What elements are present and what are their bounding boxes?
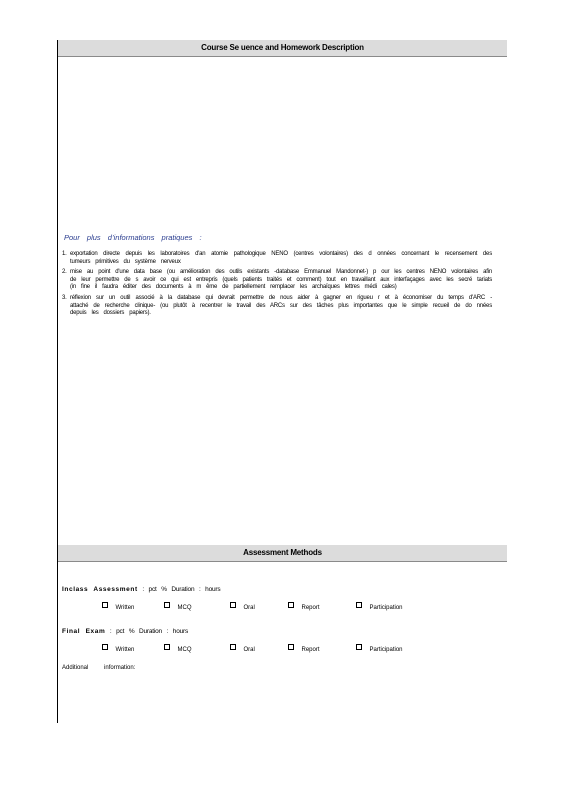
option-label: Report (301, 647, 320, 653)
list-item-text: mise au point d'une data base (ou amélioration des outils existants -database Emmanuel Mandonnet-) p our les centres NENO volontaires afin de leur permettre de s avoir ce qui est entrepris (quels patients traités et comment) tout en travaillant aux interfaçages avec les secré tariats (in fine il faudra éditer des documents à m ême de partiellement remplacer les archaïques lettres médi cales) (70, 269, 493, 291)
option-label: MCQ (177, 647, 192, 653)
list-item-number: 3. (62, 294, 67, 301)
final-oral-option[interactable] (230, 644, 255, 653)
final-exam-details: : pct % Duration : hours (105, 628, 189, 635)
final-participation-option[interactable] (356, 644, 403, 653)
inclass-participation-option[interactable] (356, 602, 403, 611)
list-item (62, 269, 492, 292)
inclass-written-option[interactable] (102, 602, 134, 611)
additional-information-label: Additional information: (62, 665, 136, 671)
header-underline (58, 561, 507, 562)
option-label: Written (115, 605, 135, 611)
pratiques-heading: Pour plus d’informations pratiques : (64, 233, 202, 242)
assessment-methods-title: Assessment Methods (243, 548, 322, 557)
final-report-option[interactable] (288, 644, 320, 653)
header-underline (58, 56, 507, 57)
final-exam-label: Final Exam (62, 628, 106, 635)
checkbox-icon[interactable] (102, 644, 108, 650)
final-checkbox-row (102, 644, 432, 654)
option-label: Written (115, 647, 135, 653)
course-sequence-title: Course Se uence and Homework Description (201, 43, 364, 52)
checkbox-icon[interactable] (288, 602, 294, 608)
list-item-text: exportation directe depuis les laboratoires d'an atomie pathologique NENO (centres volontaires) des d onnées concernant le recensement des tumeurs primitives du système nerveux (70, 251, 492, 265)
list-item-number: 1. (62, 251, 67, 257)
inclass-assessment-label: Inclass Assessment (62, 586, 138, 593)
option-label: Oral (243, 605, 255, 611)
checkbox-icon[interactable] (356, 644, 362, 650)
list-item (62, 295, 492, 318)
list-item (62, 251, 492, 266)
final-written-option[interactable] (102, 644, 134, 653)
option-label: Oral (243, 647, 255, 653)
inclass-assessment-line (62, 586, 220, 593)
checkbox-icon[interactable] (230, 644, 236, 650)
final-mcq-option[interactable] (164, 644, 192, 653)
assessment-methods-header (58, 545, 507, 561)
checkbox-icon[interactable] (230, 602, 236, 608)
course-sequence-header (58, 40, 507, 56)
inclass-oral-option[interactable] (230, 602, 255, 611)
pratiques-list (62, 251, 492, 321)
list-item-number: 2. (62, 269, 67, 276)
inclass-assessment-details: : pct % Duration : hours (137, 586, 221, 593)
checkbox-icon[interactable] (102, 602, 108, 608)
inclass-report-option[interactable] (288, 602, 320, 611)
inclass-mcq-option[interactable] (164, 602, 192, 611)
checkbox-icon[interactable] (288, 644, 294, 650)
option-label: Participation (369, 647, 403, 653)
option-label: Report (301, 605, 320, 611)
checkbox-icon[interactable] (164, 644, 170, 650)
checkbox-icon[interactable] (164, 602, 170, 608)
final-exam-line (62, 628, 188, 635)
inclass-checkbox-row (102, 602, 432, 612)
list-item-text: réflexion sur un outil associé à la database qui devrait permettre de nous aider à gagner en rigueu r et à économiser du temps d'ARC -attaché de recherche clinique- (ou plutôt à recentrer le travail des ARCs sur des tâches plus importantes que le simple recueil de do nnées depuis les dossiers papiers). (70, 294, 492, 317)
checkbox-icon[interactable] (356, 602, 362, 608)
option-label: MCQ (177, 605, 192, 611)
option-label: Participation (369, 605, 403, 611)
left-border-rule (57, 40, 58, 723)
